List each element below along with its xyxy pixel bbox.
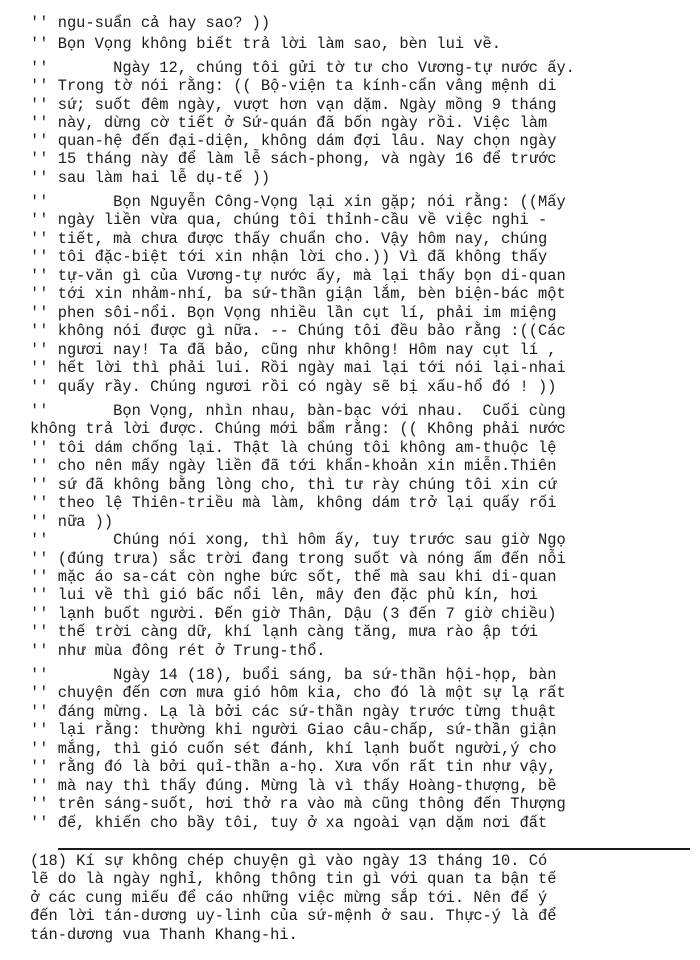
text-line: '' quan-hệ đến đại-diện, không dám đợi lâu. Nay chọn ngày xyxy=(30,132,557,150)
text-line: '' 15 tháng này để làm lễ sách-phong, và ngày 16 để trước xyxy=(30,150,557,168)
text-line: '' trên sáng-suốt, hơi thở ra vào mà cũng thông đến Thượng xyxy=(30,795,566,813)
text-line: '' lạnh buốt người. Đến giờ Thân, Dậu (3 đến 7 giờ chiều) xyxy=(30,605,557,623)
text-line: '' lại rằng: thường khi người Giao câu-chấp, sứ-thần giận xyxy=(30,721,557,739)
text-line: '' theo lệ Thiên-triều mà làm, không dám trở lại quấy rối xyxy=(30,494,557,512)
footnote-line: lẽ do là ngày nghỉ, không thông tin gì với quan ta bận tế xyxy=(30,870,557,888)
text-line: '' Ngày 12, chúng tôi gửi tờ tư cho Vương-tự nước ấy. xyxy=(30,59,575,77)
text-line: '' ngươi nay! Ta đã bảo, cũng như không! Hôm nay cụt lí , xyxy=(30,341,557,359)
text-line: '' Ngày 14 (18), buổi sáng, ba sứ-thần hội-họp, bàn xyxy=(30,666,557,684)
text-line: '' sứ đã không bằng lòng cho, thì tư rày chúng tôi xin cứ xyxy=(30,476,557,494)
text-line: '' rằng đó là bởi quỉ-thần a-họ. Xưa vốn rất tin như vậy, xyxy=(30,758,557,776)
text-line: '' sau làm hai lễ dụ-tế )) xyxy=(30,169,271,187)
footnote-line: đến lời tán-dương uy-linh của sứ-mệnh ở sau. Thực-ý là để xyxy=(30,907,557,925)
text-line: '' tôi dám chống lại. Thật là chúng tôi không am-thuộc lệ xyxy=(30,439,557,457)
text-line: '' Bọn Vọng, nhìn nhau, bàn-bạc với nhau. Cuối cùng xyxy=(30,402,566,420)
text-line: không trả lời được. Chúng mới bẩm rằng: (( Không phải nước xyxy=(30,420,566,438)
text-line: '' thế trời càng dữ, khí lạnh càng tăng, mưa rào ập tới xyxy=(30,623,538,641)
text-line: '' mặc áo sa-cát còn nghe bức sốt, thế mà sau khi di-quan xyxy=(30,568,557,586)
text-line: '' Trong tờ nói rằng: (( Bộ-viện ta kính-cẩn vâng mệnh di xyxy=(30,77,557,95)
text-line: '' hết lời thì phải lui. Rồi ngày mai lại tới nói lại-nhai xyxy=(30,359,566,377)
text-line: '' cho nên mấy ngày liền đã tới khẩn-khoản xin miễn.Thiên xyxy=(30,457,557,475)
text-line: '' Bọn Vọng không biết trả lời làm sao, bèn lui về. xyxy=(30,35,502,53)
text-line: '' tôi đặc-biệt tới xin nhận lời cho.)) Vì đã không thấy xyxy=(30,248,548,266)
text-line: '' mà nay thì thấy đúng. Mừng là vì thấy Hoàng-thượng, bề xyxy=(30,777,557,795)
text-line: '' lui về thì gió bấc nổi lên, mây đen đặc phủ kín, hơi xyxy=(30,586,538,604)
text-line: '' chuyện đến cơn mưa gió hôm kia, cho đó là một sự lạ rất xyxy=(30,684,566,702)
footnote-divider xyxy=(58,848,690,850)
text-line: '' sứ; suốt đêm ngày, vượt hơn vạn dặm. Ngày mồng 9 tháng xyxy=(30,96,557,114)
footnote-line: tán-dương vua Thanh Khang-hi. xyxy=(30,926,298,944)
text-line: '' nữa )) xyxy=(30,513,114,531)
footnote-line: ở các cung miếu để cáo những việc mừng sắp tới. Nên để ý xyxy=(30,889,548,907)
text-line: '' (đúng trưa) sắc trời đang trong suốt và nóng ấm đến nỗi xyxy=(30,550,566,568)
text-line: '' quấy rầy. Chúng ngươi rồi có ngày sẽ bị xấu-hổ đó ! )) xyxy=(30,378,557,396)
text-line: '' tự-văn gì của Vương-tự nước ấy, mà lại thấy bọn di-quan xyxy=(30,267,566,285)
footnote-line: (18) Kí sự không chép chuyện gì vào ngày 13 tháng 10. Có xyxy=(30,852,548,870)
text-line: '' đáng mừng. Lạ là bởi các sứ-thần ngày trước từng thuật xyxy=(30,703,557,721)
text-line: '' không nói được gì nữa. -- Chúng tôi đều bảo rằng :((Các xyxy=(30,322,566,340)
text-line: '' phen sôi-nổi. Bọn Vọng nhiều lần cụt lí, phải im miệng xyxy=(30,304,557,322)
text-line: '' ngu-suẩn cả hay sao? )) xyxy=(30,14,271,32)
text-line: '' ngày liền vừa qua, chúng tôi thỉnh-cầu về việc nghi - xyxy=(30,211,548,229)
text-line: '' mắng, thì gió cuốn sét đánh, khí lạnh buốt người,ý cho xyxy=(30,740,557,758)
text-line: '' như mùa đông rét ở Trung-thổ. xyxy=(30,642,326,660)
text-line: '' đế, khiến cho bầy tôi, tuy ở xa ngoài vạn dặm nơi đất xyxy=(30,814,548,832)
text-line: '' tới xin nhảm-nhí, ba sứ-thần giận lắm, bèn biện-bác một xyxy=(30,285,566,303)
text-line: '' Chúng nói xong, thì hôm ấy, tuy trước sau giờ Ngọ xyxy=(30,531,566,549)
text-line: '' này, dừng cờ tiết ở Sứ-quán đã bốn ngày rồi. Việc làm xyxy=(30,114,548,132)
text-line: '' tiết, mà chưa được thấy chuẩn cho. Vậy hôm nay, chúng xyxy=(30,230,548,248)
text-line: '' Bọn Nguyễn Công-Vọng lại xin gặp; nói rằng: ((Mấy xyxy=(30,193,566,211)
